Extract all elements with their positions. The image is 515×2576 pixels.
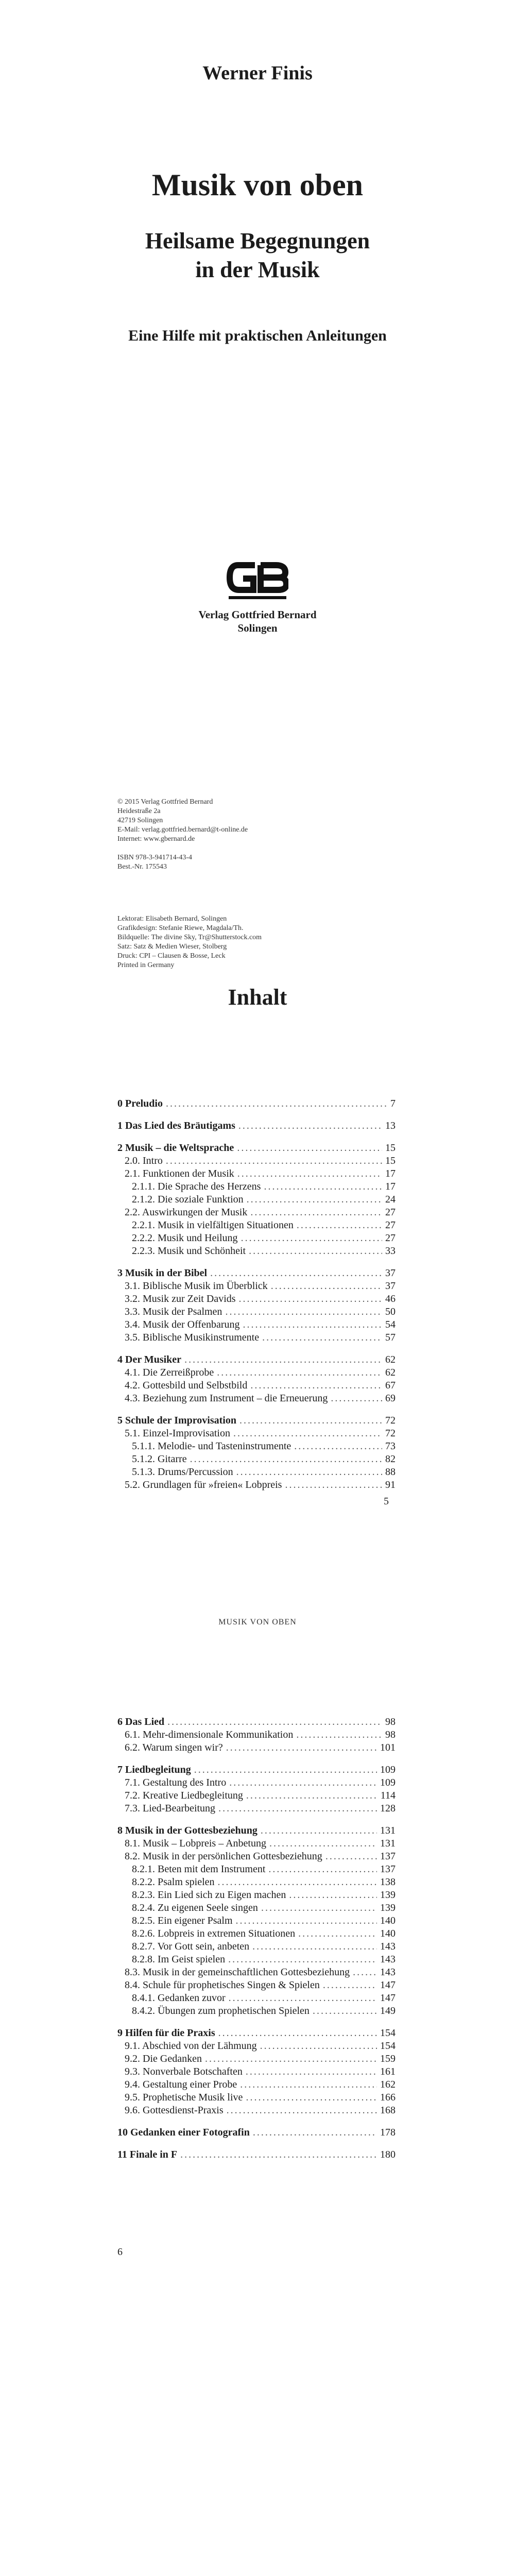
publisher-name	[0, 608, 515, 635]
running-header: MUSIK VON OBEN	[218, 1618, 297, 1626]
toc-leader-dots	[166, 1155, 382, 1167]
toc-entry[interactable]	[117, 2091, 396, 2104]
toc-entry-title: 5.1.3. Drums/Percussion	[132, 1466, 233, 1478]
toc-leader-dots	[239, 1293, 382, 1306]
toc-entry[interactable]	[117, 1219, 396, 1232]
toc-entry-title: 3 Musik in der Bibel	[117, 1267, 208, 1279]
toc-entry-title: 3.2. Musik zur Zeit Davids	[125, 1293, 236, 1304]
toc-leader-dots	[325, 1850, 377, 1863]
toc-leader-dots	[240, 2078, 377, 2091]
toc-entry-title: 9.4. Gestaltung einer Probe	[125, 2079, 237, 2090]
credits-block	[117, 914, 262, 970]
toc-leader-dots	[261, 1824, 377, 1837]
toc-entry-title: 7.2. Kreative Liedbegleitung	[125, 1790, 243, 1801]
toc-entry[interactable]	[117, 2005, 396, 2018]
toc-entry-page: 162	[380, 2079, 396, 2090]
toc-entry-title: 2.1.1. Die Sprache des Herzens	[132, 1181, 261, 1192]
toc-entry[interactable]	[117, 1850, 396, 1863]
toc-entry-title: 8.2.6. Lobpreis in extremen Situationen	[132, 1928, 296, 1939]
toc-leader-dots	[269, 1837, 377, 1850]
toc-leader-dots	[264, 1180, 382, 1193]
toc-leader-dots	[227, 2104, 377, 2117]
imprint-line: E-Mail: verlag.gottfried.bernard@t-online.de	[117, 826, 248, 834]
toc-entry-title: 8.2.2. Psalm spielen	[132, 1876, 215, 1888]
toc-entry[interactable]	[117, 2027, 396, 2040]
toc-entry-page: 62	[385, 1367, 396, 1378]
toc-entry[interactable]	[117, 1280, 396, 1293]
toc-leader-dots	[261, 1902, 377, 1914]
toc-entry[interactable]	[117, 1837, 396, 1850]
toc-entry-page: 33	[385, 1245, 396, 1257]
credit-line: Lektorat: Elisabeth Bernard, Solingen	[117, 915, 227, 923]
toc-leader-dots	[250, 1379, 382, 1392]
toc-leader-dots	[210, 1267, 382, 1280]
toc-entry-page: 138	[380, 1876, 396, 1888]
toc-leader-dots	[285, 1479, 382, 1492]
toc-leader-dots	[241, 1232, 382, 1245]
page-number: 5	[384, 1496, 389, 1507]
toc-list	[117, 1097, 396, 1492]
toc-leader-dots	[225, 1306, 382, 1318]
toc-entry-title: 3.4. Musik der Offenbarung	[125, 1319, 240, 1330]
toc-entry-title: 8.1. Musik – Lobpreis – Anbetung	[125, 1838, 266, 1849]
toc-entry-title: 6.1. Mehr-dimensionale Kommunikation	[125, 1729, 294, 1740]
toc-entry-title: 2 Musik – die Weltsprache	[117, 1142, 234, 1154]
toc-entry-title: 5.1.2. Gitarre	[132, 1453, 187, 1465]
toc-entry[interactable]	[117, 1876, 396, 1889]
book-subtitle	[0, 227, 515, 284]
toc-entry-title: 7.1. Gestaltung des Intro	[125, 1777, 227, 1788]
toc-leader-dots	[218, 1876, 377, 1889]
toc-entry[interactable]	[117, 1889, 396, 1902]
toc-entry-page: 143	[380, 1954, 396, 1965]
imprint-line: © 2015 Verlag Gottfried Bernard	[117, 798, 213, 806]
toc-leader-dots	[250, 1206, 382, 1219]
toc-leader-dots	[353, 1966, 377, 1979]
order-number: Best.-Nr. 175543	[117, 863, 167, 871]
toc-entry-page: 109	[380, 1764, 396, 1775]
toc-leader-dots	[249, 1245, 382, 1258]
toc-entry-page: 168	[380, 2105, 396, 2116]
toc-entry[interactable]	[117, 1953, 396, 1966]
toc-entry-title: 5 Schule der Improvisation	[117, 1415, 236, 1426]
toc-entry[interactable]	[117, 1379, 396, 1392]
toc-leader-dots	[297, 1219, 382, 1232]
toc-leader-dots	[184, 1353, 382, 1366]
toc-entry-page: 37	[385, 1280, 396, 1292]
publisher-city: Solingen	[237, 622, 278, 634]
toc-entry[interactable]	[117, 1479, 396, 1492]
toc-entry-page: 137	[380, 1851, 396, 1862]
credit-line: Grafikdesign: Stefanie Riewe, Magdala/Th.	[117, 924, 244, 932]
toc-entry-page: 37	[385, 1267, 396, 1279]
toc-entry[interactable]	[117, 1728, 396, 1741]
toc-leader-dots	[246, 2091, 377, 2104]
toc-entry[interactable]	[117, 1318, 396, 1331]
toc-entry-page: 139	[380, 1889, 396, 1901]
toc-entry-page: 109	[380, 1777, 396, 1788]
toc-leader-dots	[246, 1789, 377, 1802]
toc-entry-title: 9.1. Abschied von der Lähmung	[125, 2040, 257, 2052]
toc-leader-dots	[166, 1097, 387, 1110]
toc-entry[interactable]	[117, 1802, 396, 1815]
toc-entry[interactable]	[117, 1764, 396, 1776]
toc-entry-page: 67	[385, 1380, 396, 1391]
toc-entry-page: 140	[380, 1928, 396, 1939]
toc-entry[interactable]	[117, 2040, 396, 2053]
author-name: Werner Finis	[202, 62, 313, 84]
toc-entry-page: 143	[380, 1967, 396, 1978]
toc-leader-dots	[331, 1392, 382, 1405]
toc-entry-page: 101	[380, 1742, 396, 1753]
toc-entry-title: 8.2.4. Zu eigenen Seele singen	[132, 1902, 258, 1913]
credit-line: Bildquelle: The divine Sky, Tr@Shutterstock.com	[117, 934, 262, 941]
toc-entry-title: 5.2. Grundlagen für »freien« Lobpreis	[125, 1479, 282, 1490]
toc-entry-page: 72	[385, 1415, 396, 1426]
toc-entry-title: 9.5. Prophetische Musik live	[125, 2092, 243, 2103]
isbn: ISBN 978-3-941714-43-4	[117, 854, 193, 861]
toc-entry[interactable]	[117, 1741, 396, 1754]
toc-entry[interactable]	[117, 1453, 396, 1466]
toc-entry-page: 139	[380, 1902, 396, 1913]
imprint-block	[117, 798, 248, 872]
toc-entry-page: 98	[385, 1729, 396, 1740]
toc-entry-page: 17	[385, 1168, 396, 1179]
toc-leader-dots	[218, 1802, 377, 1815]
toc-entry[interactable]	[117, 1824, 396, 1837]
toc-entry[interactable]	[117, 1353, 396, 1366]
toc-leader-dots	[298, 1927, 377, 1940]
toc-entry[interactable]	[117, 1180, 396, 1193]
toc-entry-title: 8.4. Schule für prophetisches Singen & Spielen	[125, 1979, 320, 1991]
toc-leader-dots	[233, 1427, 382, 1440]
toc-list	[117, 1716, 396, 2161]
toc-entry-title: 8 Musik in der Gottesbeziehung	[117, 1825, 258, 1836]
toc-entry-page: 114	[380, 1790, 396, 1801]
toc-entry[interactable]	[117, 2065, 396, 2078]
toc-leader-dots	[226, 1741, 377, 1754]
toc-entry-title: 3.1. Biblische Musik im Überblick	[125, 1280, 268, 1292]
toc-entry[interactable]	[117, 1331, 396, 1344]
toc-leader-dots	[253, 2126, 377, 2139]
toc-leader-dots	[190, 1453, 382, 1466]
toc-entry-page: 180	[380, 2149, 396, 2160]
toc-entry-title: 2.2.3. Musik und Schönheit	[132, 1245, 246, 1257]
toc-entry-title: 0 Preludio	[117, 1098, 163, 1109]
toc-entry-page: 131	[380, 1838, 396, 1849]
toc-entry-title: 1 Das Lied des Bräutigams	[117, 1120, 235, 1131]
toc-entry-page: 27	[385, 1219, 396, 1231]
toc-leader-dots	[262, 1331, 382, 1344]
toc-entry[interactable]	[117, 1206, 396, 1219]
toc-leader-dots	[229, 1992, 377, 2005]
toc-entry-page: 128	[380, 1803, 396, 1814]
toc-entry-page: 13	[385, 1120, 396, 1131]
imprint-line: 42719 Solingen	[117, 817, 163, 824]
toc-entry[interactable]	[117, 1193, 396, 1206]
toc-entry-title: 5.1. Einzel-Improvisation	[125, 1428, 230, 1439]
toc-entry[interactable]	[117, 2104, 396, 2117]
publisher-line: Verlag Gottfried Bernard	[198, 608, 317, 621]
toc-entry-title: 8.2. Musik in der persönlichen Gottesbeziehung	[125, 1851, 322, 1862]
toc-entry[interactable]	[117, 1789, 396, 1802]
toc-entry-title: 3.3. Musik der Psalmen	[125, 1306, 222, 1317]
credit-line: Druck: CPI – Clausen & Bosse, Leck	[117, 952, 226, 960]
toc-entry[interactable]	[117, 1966, 396, 1979]
toc-entry[interactable]	[117, 1902, 396, 1914]
toc-leader-dots	[252, 1940, 377, 1953]
toc-entry[interactable]	[117, 1927, 396, 1940]
toc-entry-title: 10 Gedanken einer Fotografin	[117, 2127, 250, 2138]
toc-entry-title: 8.4.1. Gedanken zuvor	[132, 1992, 226, 2004]
toc-page	[0, 979, 515, 2298]
toc-entry-page: 15	[385, 1142, 396, 1154]
toc-entry-page: 147	[380, 1992, 396, 2004]
imprint-line: Internet: www.gbernard.de	[117, 835, 195, 843]
toc-entry-page: 137	[380, 1863, 396, 1875]
toc-entry-page: 46	[385, 1293, 396, 1304]
toc-entry[interactable]	[117, 1776, 396, 1789]
toc-entry-title: 8.2.7. Vor Gott sein, anbeten	[132, 1941, 250, 1952]
toc-entry-page: 50	[385, 1306, 396, 1317]
toc-leader-dots	[205, 2053, 377, 2065]
toc-entry[interactable]	[117, 1120, 396, 1132]
toc-entry[interactable]	[117, 1863, 396, 1876]
toc-entry-title: 8.3. Musik in der gemeinschaftlichen Gottesbeziehung	[125, 1967, 350, 1978]
toc-entry[interactable]	[117, 1979, 396, 1992]
toc-leader-dots	[236, 1466, 382, 1479]
toc-entry-title: 8.2.8. Im Geist spielen	[132, 1954, 226, 1965]
toc-entry-title: 6.2. Warum singen wir?	[125, 1742, 223, 1753]
toc-leader-dots	[247, 1193, 382, 1206]
toc-entry[interactable]	[117, 1914, 396, 1927]
imprint-line	[117, 844, 248, 853]
toc-entry[interactable]	[117, 1267, 396, 1280]
toc-entry-title: 8.2.5. Ein eigener Psalm	[132, 1915, 233, 1926]
subtitle-line: Heilsame Begegnungen	[145, 228, 370, 253]
page-number: 6	[117, 2246, 123, 2258]
toc-entry[interactable]	[117, 1392, 396, 1405]
toc-entry-page: 62	[385, 1354, 396, 1365]
toc-entry[interactable]	[117, 1440, 396, 1453]
credit-line: Satz: Satz & Medien Wieser, Stolberg	[117, 943, 227, 951]
toc-leader-dots	[239, 1414, 382, 1427]
toc-entry-page: 82	[385, 1453, 396, 1465]
toc-entry-title: 4.2. Gottesbild und Selbstbild	[125, 1380, 248, 1391]
toc-entry-page: 54	[385, 1319, 396, 1330]
toc-entry[interactable]	[117, 1167, 396, 1180]
toc-leader-dots	[237, 1167, 382, 1180]
toc-entry-page: 161	[380, 2066, 396, 2077]
toc-entry[interactable]	[117, 1940, 396, 1953]
book-title: Musik von oben	[151, 168, 364, 202]
book-tagline: Eine Hilfe mit praktischen Anleitungen	[128, 327, 387, 344]
toc-continued	[0, 1618, 515, 2287]
toc-entry-page: 17	[385, 1181, 396, 1192]
toc-entry[interactable]	[117, 2053, 396, 2065]
toc-leader-dots	[229, 1776, 377, 1789]
toc-leader-dots	[194, 1764, 377, 1776]
toc-leader-dots	[323, 1979, 377, 1992]
toc-entry-page: 154	[380, 2040, 396, 2052]
toc-leader-dots	[271, 1280, 382, 1293]
toc-entry-title: 9.2. Die Gedanken	[125, 2053, 202, 2064]
toc-entry-title: 7.3. Lied-Bearbeitung	[125, 1803, 216, 1814]
chapter-page	[0, 2298, 515, 2576]
toc-entry[interactable]	[117, 2126, 396, 2139]
toc-entry[interactable]	[117, 2148, 396, 2161]
toc-entry-title: 2.0. Intro	[125, 1155, 163, 1166]
toc-entry-page: 27	[385, 1232, 396, 1244]
toc-entry-title: 6 Das Lied	[117, 1716, 165, 1727]
toc-entry[interactable]	[117, 1466, 396, 1479]
toc-entry[interactable]	[117, 1097, 396, 1110]
toc-leader-dots	[236, 1914, 377, 1927]
toc-entry-page: 88	[385, 1466, 396, 1478]
credit-line: Printed in Germany	[117, 961, 175, 969]
toc-entry[interactable]	[117, 1716, 396, 1728]
toc-entry-title: 9 Hilfen für die Praxis	[117, 2027, 215, 2039]
toc-entry[interactable]	[117, 1232, 396, 1245]
publisher-logo-icon	[227, 559, 288, 605]
toc-heading: Inhalt	[228, 985, 287, 1010]
toc-leader-dots	[228, 1953, 377, 1966]
toc-leader-dots	[289, 1889, 377, 1902]
toc-entry-title: 11 Finale in F	[117, 2149, 178, 2160]
toc-entry-title: 8.2.3. Ein Lied sich zu Eigen machen	[132, 1889, 286, 1901]
toc-entry-title: 5.1.1. Melodie- und Tasteninstrumente	[132, 1440, 291, 1452]
toc-entry-page: 73	[385, 1440, 396, 1452]
toc-entry-title: 2.2. Auswirkungen der Musik	[125, 1207, 248, 1218]
toc-entry-page: 72	[385, 1428, 396, 1439]
toc-entry-title: 2.1. Funktionen der Musik	[125, 1168, 234, 1179]
toc-entry[interactable]	[117, 1366, 396, 1379]
toc-leader-dots	[237, 1142, 382, 1155]
toc-entry-page: 143	[380, 1941, 396, 1952]
subtitle-line: in der Musik	[195, 257, 320, 282]
toc-leader-dots	[238, 1120, 382, 1132]
toc-leader-dots	[296, 1728, 382, 1741]
toc-entry-page: 131	[380, 1825, 396, 1836]
toc-leader-dots	[180, 2148, 377, 2161]
toc-entry-page: 166	[380, 2092, 396, 2103]
toc-entry[interactable]	[117, 1155, 396, 1167]
title-page	[0, 0, 515, 979]
toc-entry[interactable]	[117, 1414, 396, 1427]
toc-leader-dots	[268, 1863, 377, 1876]
toc-entry-page: 140	[380, 1915, 396, 1926]
imprint-line: Heidestraße 2a	[117, 807, 161, 815]
toc-leader-dots	[167, 1716, 382, 1728]
toc-entry[interactable]	[117, 1293, 396, 1306]
toc-leader-dots	[218, 2027, 377, 2040]
toc-entry-page: 7	[390, 1098, 396, 1109]
toc-entry-page: 98	[385, 1716, 396, 1727]
toc-entry-page: 178	[380, 2127, 396, 2138]
toc-entry-page: 149	[380, 2005, 396, 2016]
toc-leader-dots	[294, 1440, 382, 1453]
toc-entry-title: 8.2.1. Beten mit dem Instrument	[132, 1863, 266, 1875]
toc-entry-page: 27	[385, 1207, 396, 1218]
toc-entry-title: 2.2.1. Musik in vielfältigen Situationen	[132, 1219, 294, 1231]
toc-leader-dots	[243, 1318, 382, 1331]
toc-entry-title: 4.3. Beziehung zum Instrument – die Erneuerung	[125, 1393, 328, 1404]
toc-entry-title: 7 Liedbegleitung	[117, 1764, 191, 1775]
toc-entry[interactable]	[117, 1427, 396, 1440]
toc-entry-title: 9.6. Gottesdienst-Praxis	[125, 2105, 224, 2116]
toc-leader-dots	[313, 2005, 377, 2018]
toc-leader-dots	[260, 2040, 377, 2053]
toc-entry-page: 91	[385, 1479, 396, 1490]
toc-entry-title: 4.1. Die Zerreißprobe	[125, 1367, 214, 1378]
toc-entry-title: 2.1.2. Die soziale Funktion	[132, 1194, 244, 1205]
toc-entry[interactable]	[117, 1142, 396, 1155]
toc-leader-dots	[246, 2065, 377, 2078]
toc-entry[interactable]	[117, 1306, 396, 1318]
toc-entry-page: 69	[385, 1393, 396, 1404]
toc-entry[interactable]	[117, 1245, 396, 1258]
toc-entry-page: 15	[385, 1155, 396, 1166]
toc-entry-title: 9.3. Nonverbale Botschaften	[125, 2066, 243, 2077]
toc-entry-page: 154	[380, 2027, 396, 2039]
toc-entry[interactable]	[117, 2078, 396, 2091]
toc-entry-page: 24	[385, 1194, 396, 1205]
toc-entry-title: 2.2.2. Musik und Heilung	[132, 1232, 238, 1244]
toc-entry-title: 4 Der Musiker	[117, 1354, 182, 1365]
toc-leader-dots	[217, 1366, 382, 1379]
toc-entry-title: 8.4.2. Übungen zum prophetischen Spielen	[132, 2005, 310, 2016]
toc-entry[interactable]	[117, 1992, 396, 2005]
toc-entry-page: 147	[380, 1979, 396, 1991]
toc-entry-page: 57	[385, 1332, 396, 1343]
toc-entry-page: 159	[380, 2053, 396, 2064]
toc-entry-title: 3.5. Biblische Musikinstrumente	[125, 1332, 260, 1343]
